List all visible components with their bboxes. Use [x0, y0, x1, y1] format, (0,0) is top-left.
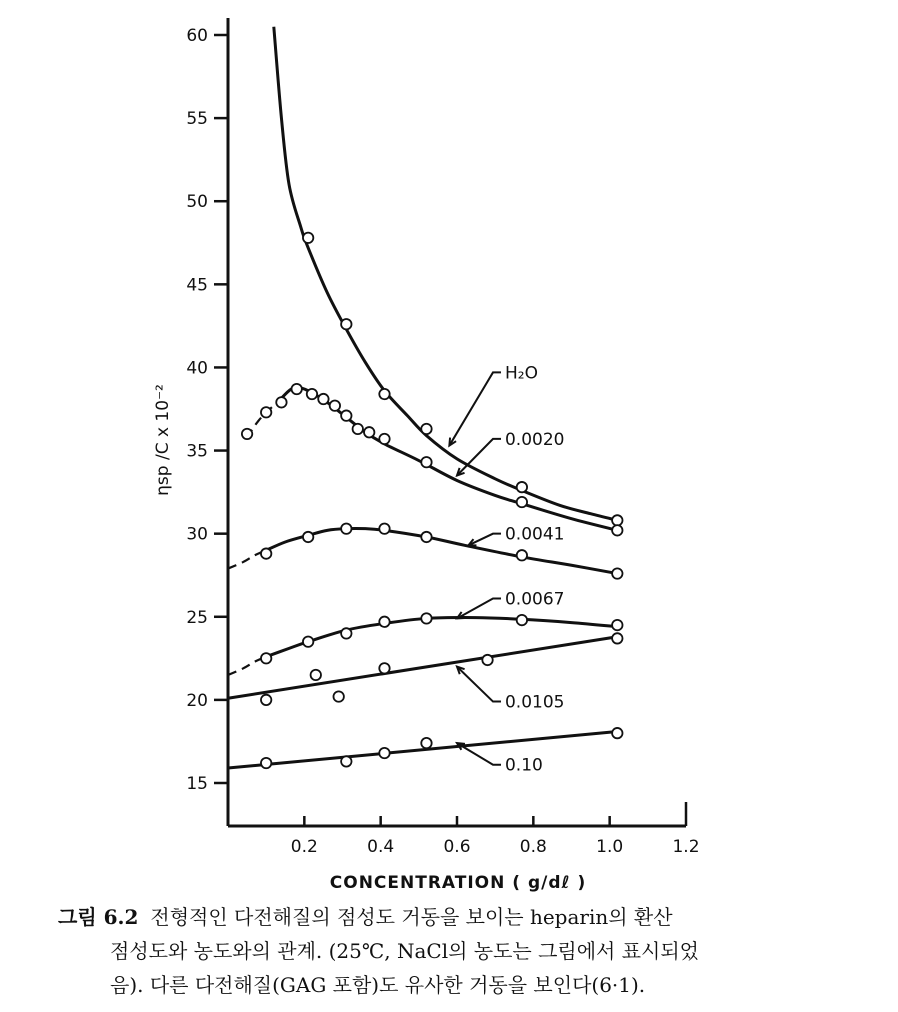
y-tick-label: 40	[186, 358, 208, 379]
x-tick-label: 0.2	[290, 837, 318, 857]
data-point-marker	[379, 663, 389, 673]
series-curves	[228, 27, 617, 768]
data-point-marker	[341, 756, 351, 766]
caption-line-2: 점성도와 농도와의 관계. (25℃, NaCl의 농도는 그림에서 표시되었	[110, 939, 700, 963]
y-tick-label: 25	[186, 607, 208, 628]
x-tick-label: 1.0	[596, 837, 624, 857]
data-point-marker	[379, 617, 389, 627]
data-point-marker	[517, 482, 527, 492]
data-point-marker	[333, 691, 343, 701]
series-annotations	[449, 363, 564, 775]
series-label-2: 0.0041	[504, 524, 565, 545]
series-line-0	[274, 27, 618, 521]
data-point-marker	[341, 410, 351, 420]
series-line-2	[266, 528, 617, 573]
data-point-marker	[612, 633, 622, 643]
x-axis-label: CONCENTRATION ( g/dℓ )	[329, 873, 587, 893]
data-point-marker	[612, 620, 622, 630]
data-point-marker	[421, 613, 431, 623]
series-line-4	[228, 637, 617, 699]
series-line-5	[228, 731, 617, 768]
series-label-0: H₂O	[504, 363, 538, 384]
annotation-leader	[449, 372, 501, 445]
data-point-marker	[341, 319, 351, 329]
x-tick-label: 0.8	[519, 837, 547, 857]
y-tick-label: 20	[186, 690, 208, 711]
data-point-marker	[379, 523, 389, 533]
x-tick-label: 0.6	[443, 837, 471, 857]
data-point-marker	[292, 384, 302, 394]
data-point-marker	[330, 400, 340, 410]
series-label-4: 0.0105	[504, 692, 565, 713]
axes	[228, 18, 686, 826]
data-point-marker	[318, 394, 328, 404]
data-point-marker	[517, 550, 527, 560]
data-point-marker	[379, 434, 389, 444]
data-point-marker	[261, 695, 271, 705]
data-point-marker	[276, 397, 286, 407]
caption-line-1	[58, 900, 858, 934]
data-point-marker	[307, 389, 317, 399]
data-point-marker	[303, 532, 313, 542]
data-point-marker	[242, 429, 252, 439]
annotation-leader	[457, 667, 501, 702]
y-axis-label: ηsp /C x 10⁻²	[153, 384, 173, 496]
y-tick-label: 60	[186, 26, 208, 46]
y-tick-label: 15	[186, 774, 208, 794]
data-point-marker	[379, 748, 389, 758]
figure-caption	[58, 900, 858, 1002]
data-point-marker	[517, 615, 527, 625]
data-point-marker	[612, 515, 622, 525]
caption-text-1: 전형적인 다전해질의 점성도 거동을 보이는 heparin의 환산	[150, 905, 673, 929]
figure-number: 그림 6.2	[58, 905, 139, 929]
series-label-5: 0.10	[504, 755, 543, 776]
y-tick-label: 35	[186, 441, 208, 462]
x-tick-label: 1.2	[672, 837, 700, 857]
data-point-marker	[421, 738, 431, 748]
y-tick-label: 50	[186, 192, 208, 213]
series-label-1: 0.0020	[504, 429, 565, 450]
data-point-marker	[341, 523, 351, 533]
data-point-marker	[421, 457, 431, 467]
data-point-marker	[421, 532, 431, 542]
data-point-marker	[311, 670, 321, 680]
data-point-marker	[261, 407, 271, 417]
data-point-marker	[482, 655, 492, 665]
data-point-marker	[303, 637, 313, 647]
caption-line-3: 음). 다른 다전해질(GAG 포함)도 유사한 거동을 보인다(6·1).	[110, 973, 646, 997]
series-label-3: 0.0067	[504, 589, 565, 610]
x-tick-label: 0.4	[367, 837, 395, 857]
data-point-marker	[421, 424, 431, 434]
data-point-marker	[612, 525, 622, 535]
data-point-marker	[341, 628, 351, 638]
data-point-marker	[303, 233, 313, 243]
data-point-marker	[612, 568, 622, 578]
data-point-marker	[612, 728, 622, 738]
annotation-leader	[457, 598, 501, 618]
data-point-marker	[353, 424, 363, 434]
data-point-marker	[517, 497, 527, 507]
series-line-3	[266, 618, 617, 657]
y-tick-label: 30	[186, 524, 208, 545]
data-point-marker	[261, 758, 271, 768]
data-point-marker	[364, 427, 374, 437]
annotation-leader	[457, 743, 501, 765]
y-tick-label: 55	[186, 109, 208, 130]
y-tick-label: 45	[186, 275, 208, 296]
data-point-marker	[261, 653, 271, 663]
data-point-marker	[261, 548, 271, 558]
data-point-marker	[379, 389, 389, 399]
